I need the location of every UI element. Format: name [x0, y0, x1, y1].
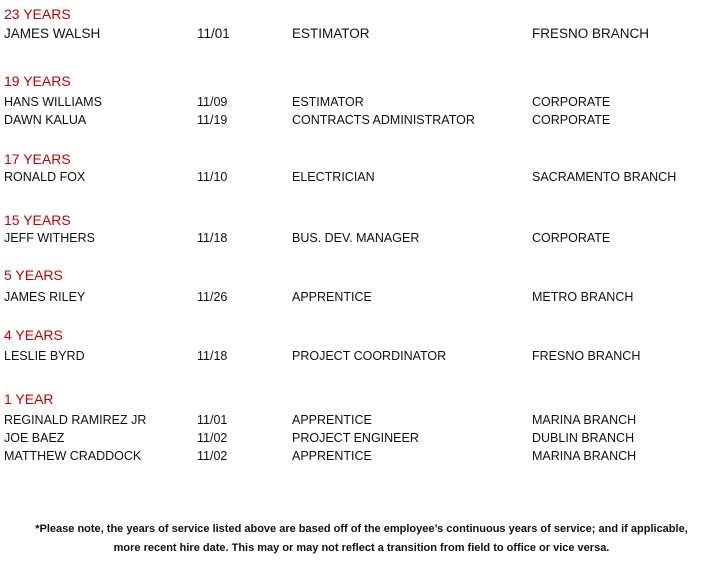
job-title: APPRENTICE — [292, 449, 372, 463]
group-heading: 15 YEARS — [4, 212, 71, 228]
group-heading: 17 YEARS — [4, 151, 71, 167]
employee-row — [0, 230, 723, 246]
anniversary-date: 11/02 — [197, 449, 228, 463]
anniversary-date: 11/18 — [197, 231, 228, 245]
anniversary-date: 11/26 — [197, 290, 228, 304]
employee-name: MATTHEW CRADDOCK — [4, 449, 142, 463]
branch: CORPORATE — [532, 231, 611, 245]
employee-name: JEFF WITHERS — [4, 231, 95, 245]
employee-row — [0, 112, 723, 128]
group-heading: 23 YEARS — [4, 6, 71, 22]
employee-name: DAWN KALUA — [4, 113, 87, 127]
job-title: PROJECT ENGINEER — [292, 431, 419, 445]
branch: SACRAMENTO BRANCH — [532, 170, 677, 184]
anniversary-date: 11/09 — [197, 95, 228, 109]
anniversary-date: 11/18 — [197, 349, 228, 363]
branch: CORPORATE — [532, 113, 611, 127]
branch: DUBLIN BRANCH — [532, 431, 635, 445]
anniversary-date: 11/01 — [197, 26, 230, 41]
employee-name: REGINALD RAMIREZ JR — [4, 413, 147, 427]
job-title: APPRENTICE — [292, 290, 372, 304]
anniversary-date: 11/19 — [197, 113, 228, 127]
anniversary-date: 11/10 — [197, 170, 228, 184]
employee-row — [0, 412, 723, 428]
employee-row — [0, 94, 723, 110]
job-title: BUS. DEV. MANAGER — [292, 231, 420, 245]
anniversary-date: 11/01 — [197, 413, 228, 427]
branch: CORPORATE — [532, 95, 611, 109]
job-title: ESTIMATOR — [292, 95, 364, 109]
employee-row — [0, 289, 723, 305]
footnote-line-2: more recent hire date. This may or may not reflect a transition from field to office or vice versa. — [113, 542, 610, 554]
job-title: APPRENTICE — [292, 413, 372, 427]
group-heading: 1 YEAR — [4, 391, 54, 407]
job-title: ESTIMATOR — [292, 26, 370, 41]
employee-row — [0, 169, 723, 185]
employee-name: JAMES RILEY — [4, 290, 86, 304]
employee-name: RONALD FOX — [4, 170, 86, 184]
job-title: ELECTRICIAN — [292, 170, 375, 184]
branch: FRESNO BRANCH — [532, 349, 641, 363]
branch: MARINA BRANCH — [532, 449, 637, 463]
group-heading: 19 YEARS — [4, 73, 71, 89]
group-heading: 4 YEARS — [4, 327, 63, 343]
employee-row — [0, 448, 723, 464]
employee-name: HANS WILLIAMS — [4, 95, 102, 109]
anniversary-date: 11/02 — [197, 431, 228, 445]
branch: FRESNO BRANCH — [532, 26, 650, 41]
job-title: PROJECT COORDINATOR — [292, 349, 447, 363]
employee-name: JOE BAEZ — [4, 431, 65, 445]
employee-row — [0, 348, 723, 364]
footnote-line-1: *Please note, the years of service listed above are based off of the employee’s continuous years of service; and if applicable, — [35, 523, 688, 535]
group-heading: 5 YEARS — [4, 267, 63, 283]
employee-row — [0, 26, 723, 42]
employee-name: LESLIE BYRD — [4, 349, 85, 363]
employee-name: JAMES WALSH — [4, 26, 101, 41]
employee-row — [0, 430, 723, 446]
branch: METRO BRANCH — [532, 290, 634, 304]
branch: MARINA BRANCH — [532, 413, 637, 427]
job-title: CONTRACTS ADMINISTRATOR — [292, 113, 475, 127]
